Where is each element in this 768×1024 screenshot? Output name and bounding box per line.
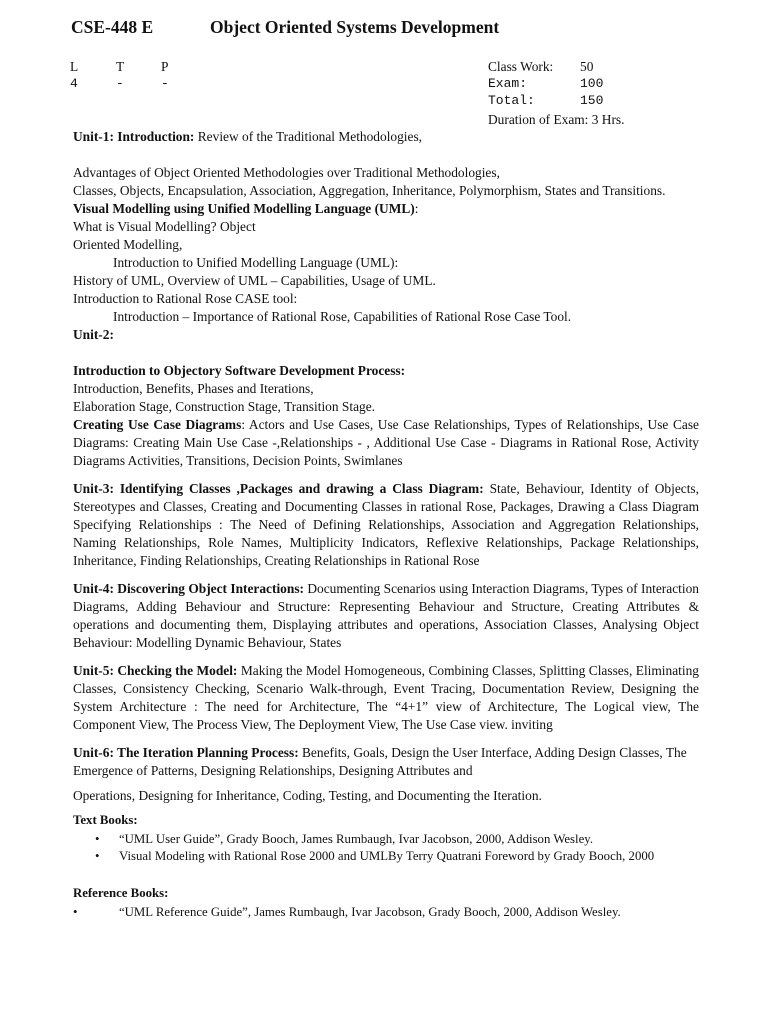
- course-title: Object Oriented Systems Development: [210, 17, 500, 37]
- unit-4-text: Documenting Scenarios using Interaction Diagrams, Types of Interaction Diagrams, Adding Behaviour and Structure: Representing Behaviour and Structure, Creating Attributes & operations and documenting them, Displaying attributes and operations, Association Classes, Analysing Object Behaviour: Modelling Dynamic Behaviour, States: [73, 581, 699, 650]
- unit-1-intro: Review of the Traditional Methodologies,: [194, 129, 423, 144]
- unit-5-heading: Unit-5: Checking the Model:: [73, 663, 238, 678]
- course-code: CSE-448 E: [71, 17, 154, 37]
- unit-6-text: Benefits, Goals, Design the User Interface, Adding Design Classes, The Emergence of Patterns, Designing Relationships, Designing Attributes and: [73, 745, 687, 778]
- book-entry: “UML User Guide”, Grady Booch, James Rumbaugh, Ivar Jacobson, 2000, Addison Wesley.: [119, 832, 594, 846]
- ltp-l-label: L: [70, 59, 79, 74]
- syllabus-page: [70, 14, 699, 921]
- marks-value: 150: [580, 93, 604, 108]
- list-item: [73, 904, 699, 921]
- list-item: [73, 848, 699, 865]
- use-case-text: : Actors and Use Cases, Use Case Relationships, Types of Relationships, Use Case Diagrams: Creating Main Use Case -,Relationships - , Additional Use Case - Diagrams in Rational Rose, Activity Diagrams Activities, Transitions, Decision Points, Swimlanes: [73, 417, 699, 468]
- marks-row-classwork: [488, 58, 708, 75]
- title-row: [73, 14, 699, 44]
- uml-colon: :: [414, 201, 419, 216]
- reference-books-list: [73, 904, 699, 921]
- marks-table: [488, 58, 708, 127]
- course-meta: [70, 58, 699, 136]
- marks-row-total: [488, 92, 708, 109]
- unit-6-continued: Operations, Designing for Inheritance, Coding, Testing, and Documenting the Iteration.: [73, 788, 542, 803]
- ltp-p-label: P: [161, 59, 169, 74]
- oriented-modelling: Oriented Modelling,: [73, 237, 183, 252]
- text-books-list: [73, 831, 699, 865]
- unit-1-advantages: Advantages of Object Oriented Methodologies over Traditional Methodologies,: [73, 165, 500, 180]
- rose-intro: Introduction to Rational Rose CASE tool:: [73, 291, 298, 306]
- unit-2-heading: Unit-2:: [73, 327, 114, 342]
- bullet-icon: •: [95, 832, 100, 846]
- unit-1-heading: Unit-1: Introduction:: [73, 129, 195, 144]
- ltp-l-value: 4: [70, 76, 78, 91]
- marks-label: Exam:: [488, 76, 528, 91]
- text-books-heading: Text Books:: [73, 813, 138, 827]
- unit-2: [73, 326, 699, 470]
- marks-label: Class Work:: [488, 59, 554, 74]
- rose-detail: Introduction – Importance of Rational Rose, Capabilities of Rational Rose Case Tool.: [113, 309, 572, 324]
- unit-3-heading: Unit-3: Identifying Classes ,Packages and drawing a Class Diagram:: [73, 481, 484, 496]
- objectory-heading: Introduction to Objectory Software Development Process:: [73, 363, 406, 378]
- unit-5-text: Making the Model Homogeneous, Combining Classes, Splitting Classes, Eliminating Classes, Consistency Checking, Scenario Walk-through, Event Tracing, Documentation Review, Designing the System Architecture : The need for Architecture, The “4+1” view of Architecture, The Logical view, The Component View, The Process View, The Deployment View, The Use Case view. inviting: [73, 663, 699, 732]
- intro-uml: Introduction to Unified Modelling Language (UML):: [113, 255, 399, 270]
- ltp-t-value: -: [116, 76, 124, 91]
- ltp-t-label: T: [116, 59, 125, 74]
- reference-books: [73, 884, 699, 921]
- unit-2-line-1: Introduction, Benefits, Phases and Iterations,: [73, 381, 314, 396]
- list-item: [73, 831, 699, 848]
- text-books: [73, 811, 699, 865]
- unit-3: [73, 480, 699, 570]
- marks-label: Total:: [488, 93, 535, 108]
- ltp-p-value: -: [161, 76, 169, 91]
- book-entry: Visual Modeling with Rational Rose 2000 and UMLBy Terry Quatrani Foreword by Grady Booch, 2000: [119, 849, 655, 863]
- unit-6-heading: Unit-6: The Iteration Planning Process:: [73, 745, 299, 760]
- book-entry: “UML Reference Guide”, James Rumbaugh, Ivar Jacobson, Grady Booch, 2000, Addison Wesley.: [119, 905, 621, 919]
- bullet-icon: •: [73, 905, 78, 919]
- marks-value: 100: [580, 76, 604, 91]
- unit-5: [73, 662, 699, 734]
- visual-modelling-question: What is Visual Modelling? Object: [73, 219, 256, 234]
- marks-value: 50: [580, 59, 594, 74]
- unit-2-line-2: Elaboration Stage, Construction Stage, Transition Stage.: [73, 399, 376, 414]
- unit-6: [73, 744, 699, 805]
- unit-4-heading: Unit-4: Discovering Object Interactions:: [73, 581, 304, 596]
- unit-4: [73, 580, 699, 652]
- unit-1-classes: Classes, Objects, Encapsulation, Association, Aggregation, Inheritance, Polymorphism, States and Transitions.: [73, 183, 666, 198]
- marks-row-exam: [488, 75, 708, 92]
- use-case-heading: Creating Use Case Diagrams: [73, 417, 242, 432]
- uml-heading: Visual Modelling using Unified Modelling Language (UML): [73, 201, 415, 216]
- bullet-icon: •: [95, 849, 100, 863]
- unit-3-text: State, Behaviour, Identity of Objects, Stereotypes and Classes, Creating and Documenting Classes in rational Rose, Packages, Drawing a Class Diagram Specifying Relationships : The Need of Defining Relationships, Association and Aggregation Relationships, Naming Relationships, Role Names, Multiplicity Indicators, Reflexive Relationships, Package Relationships, Inheritance, Finding Relationships, Creating Relationships in Rational Rose: [73, 481, 699, 568]
- unit-1: [73, 128, 699, 326]
- exam-duration: Duration of Exam: 3 Hrs.: [488, 112, 625, 127]
- uml-history: History of UML, Overview of UML – Capabilities, Usage of UML.: [73, 273, 436, 288]
- reference-books-heading: Reference Books:: [73, 886, 169, 900]
